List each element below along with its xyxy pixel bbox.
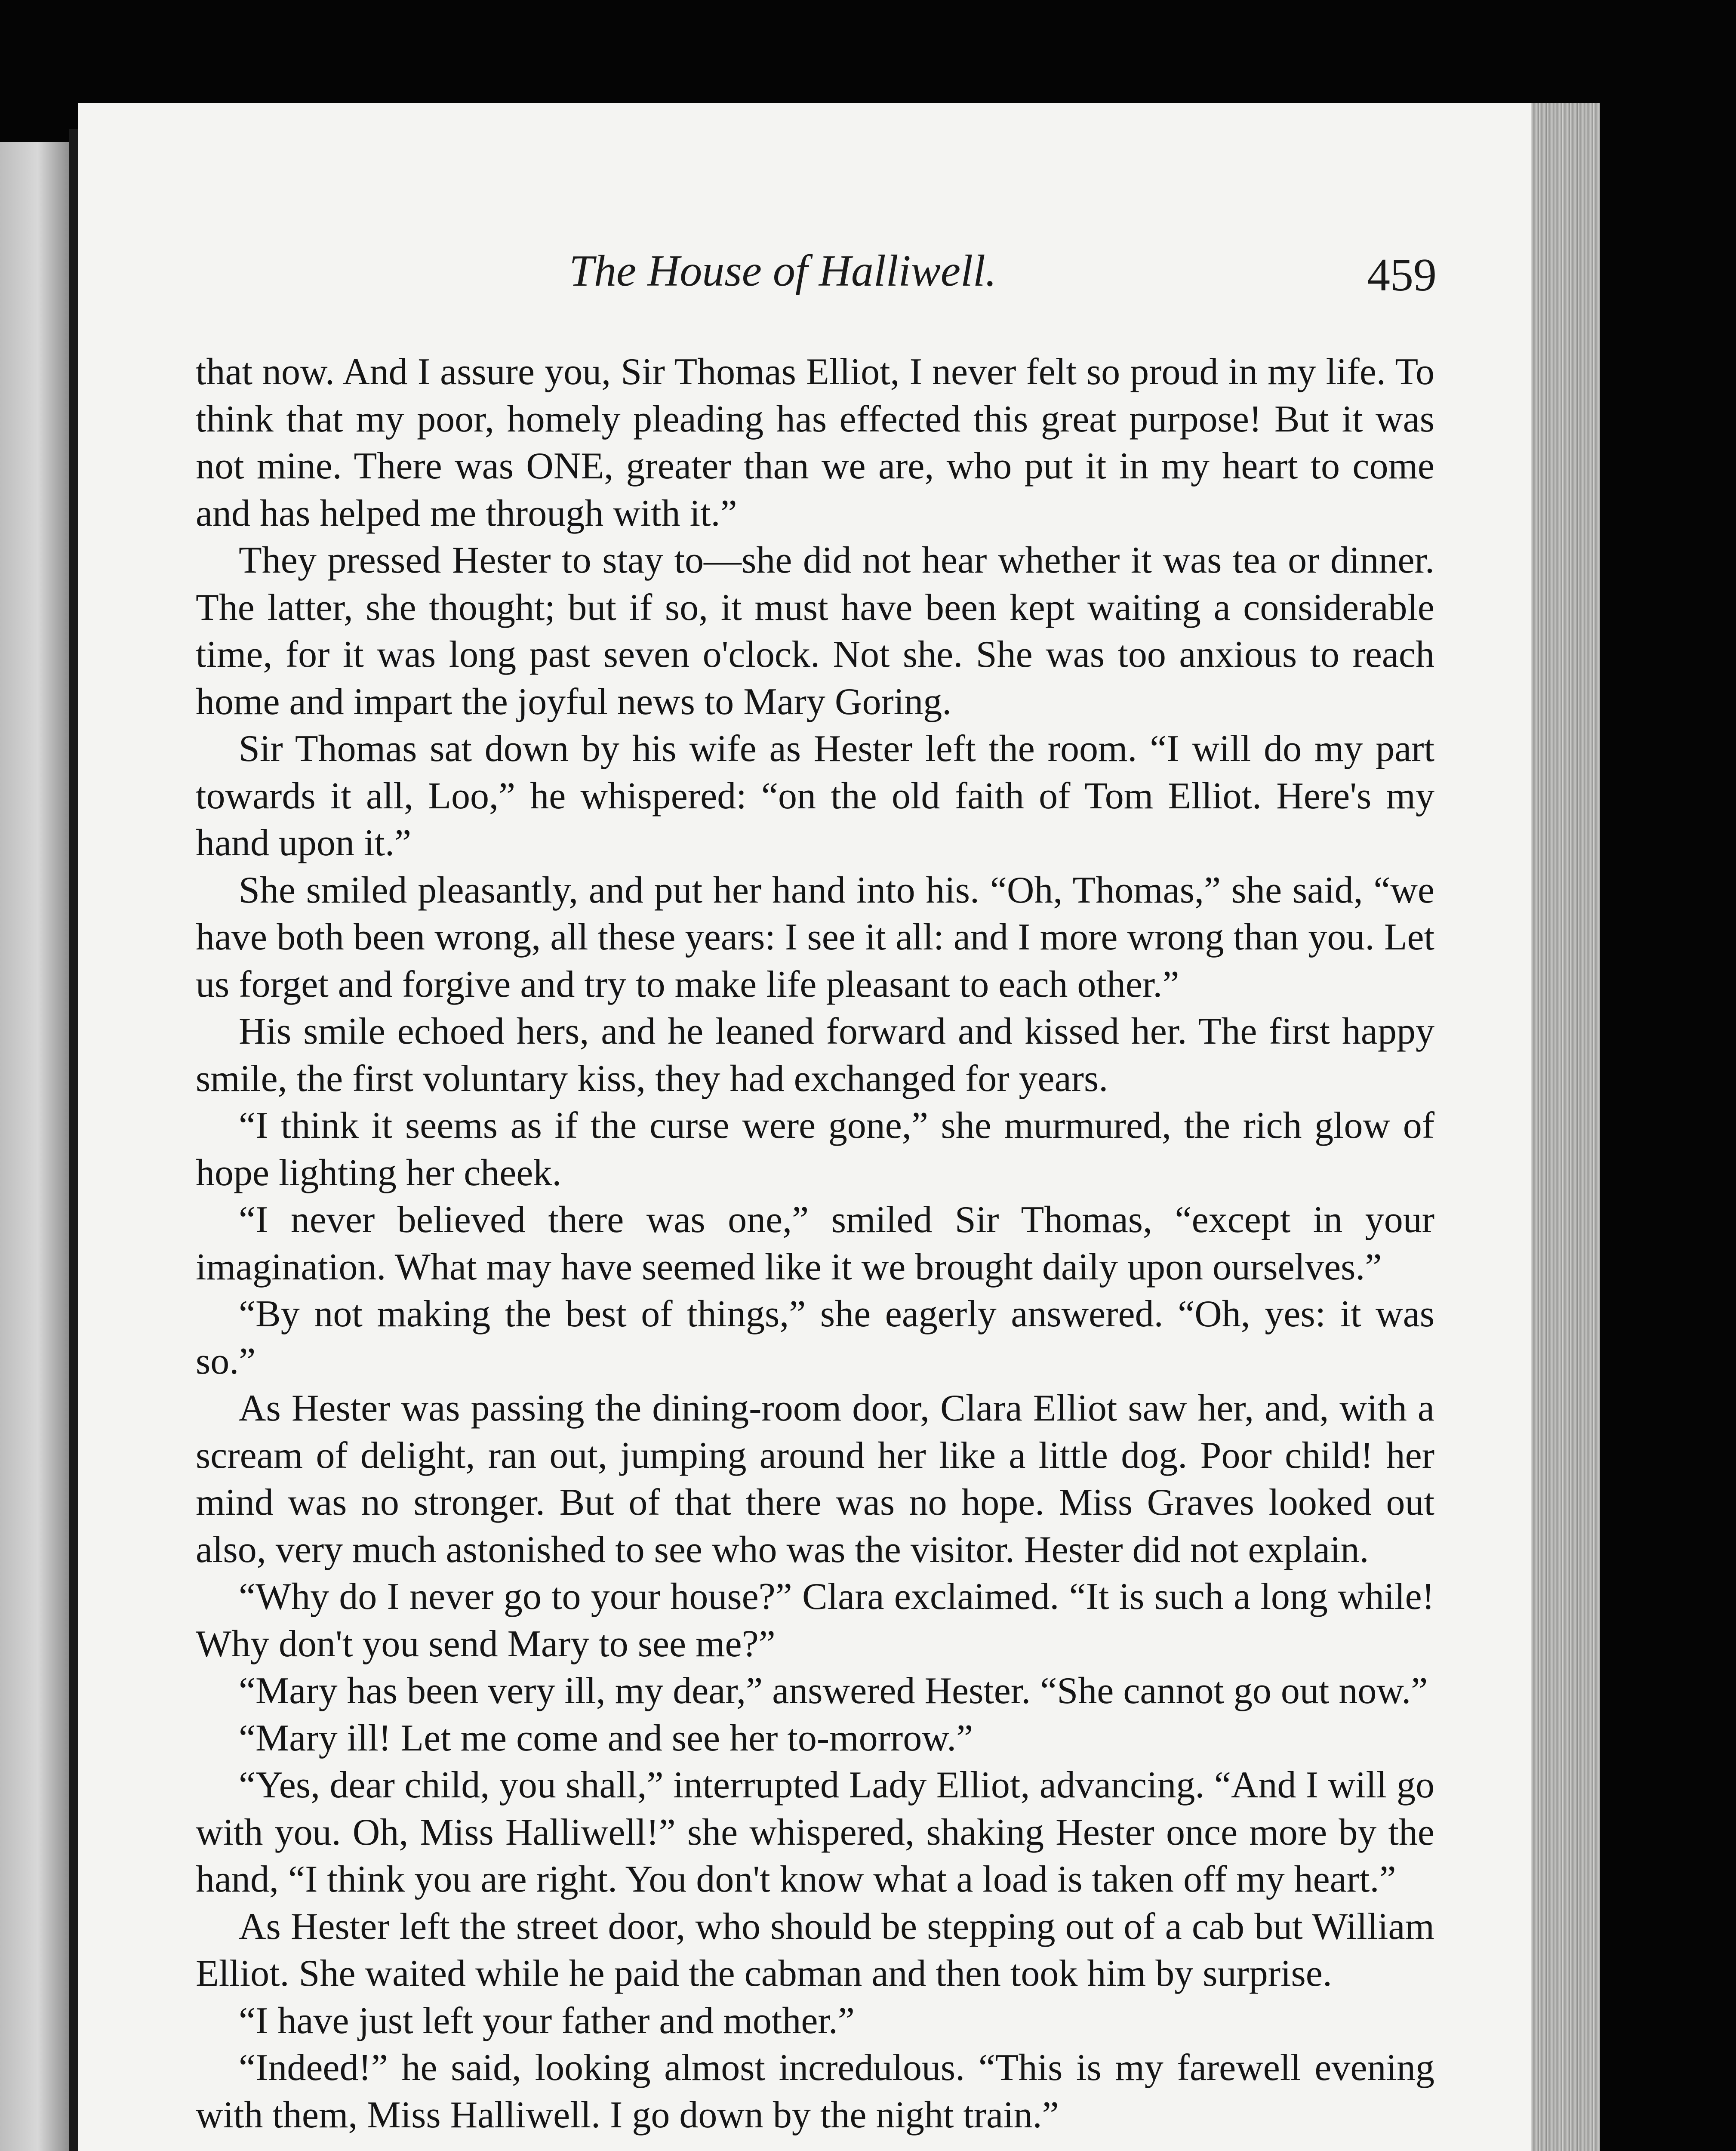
paragraph: As Hester was passing the dining-room door, Clara Elliot saw her, and, with a scream of delight, ran out, jumping around her like a little dog. Poor child! her mind was no stronger. But of that there was no hope. Miss Graves looked out also, very much astonished to see who was the visitor. Hester did not explain. <box>196 1387 1434 1571</box>
paragraph: “Yes, dear child, you shall,” interrupted Lady Elliot, advancing. “And I will go with you. Oh, Miss Halliwell!” she whispered, shaking Hester once more by the hand, “I think you are right. You don't know what a load is taken off my heart.” <box>196 1764 1434 1900</box>
page-stack-edge <box>1531 103 1600 2151</box>
paragraph: “I think it seems as if the curse were gone,” she murmured, the rich glow of hope lighting her cheek. <box>196 1105 1434 1194</box>
paragraph: “Mary ill! Let me come and see her to-morrow.” <box>239 1717 973 1759</box>
paragraph: “Mary has been very ill, my dear,” answered Hester. “She cannot go out now.” <box>239 1670 1428 1712</box>
facing-page-edge <box>0 142 69 2151</box>
paragraph: “Indeed!” he said, looking almost incredulous. “This is my farewell evening with them, Miss Halliwell. I go down by the night train.” <box>196 2047 1434 2136</box>
book-gutter <box>69 129 78 2151</box>
running-title: The House of Halliwell. <box>569 246 997 296</box>
paragraph: that now. And I assure you, Sir Thomas Elliot, I never felt so proud in my life. To think that my poor, homely pleading has effected this great purpose! But it was not mine. There was ONE, greater than we are, who put it in my heart to come and has helped me through with it.” <box>196 351 1434 534</box>
paragraph: “By not making the best of things,” she eagerly answered. “Oh, yes: it was so.” <box>196 1293 1434 1382</box>
paragraph: She smiled pleasantly, and put her hand into his. “Oh, Thomas,” she said, “we have both been wrong, all these years: I see it all: and I more wrong than you. Let us forget and forgive and try to make life pleasant to each other.” <box>196 869 1434 1005</box>
paragraph: His smile echoed hers, and he leaned forward and kissed her. The first happy smile, the first voluntary kiss, they had exchanged for years. <box>196 1011 1434 1100</box>
paragraph: “I have just left your father and mother.” <box>239 2000 855 2042</box>
page-number: 459 <box>1367 250 1437 301</box>
paragraph: They pressed Hester to stay to—she did not hear whether it was tea or dinner. The latter, she thought; but if so, it must have been kept waiting a considerable time, for it was long past seven o'clock. Not she. She was too anxious to reach home and impart the joyful news to Mary Goring. <box>196 539 1434 723</box>
paragraph: “Why do I never go to your house?” Clara exclaimed. “It is such a long while! Why don't you send Mary to see me?” <box>196 1576 1434 1665</box>
body-text <box>196 348 1434 2139</box>
paragraph: As Hester left the street door, who should be stepping out of a cab but William Elliot. She waited while he paid the cabman and then took him by surprise. <box>196 1905 1434 1994</box>
paragraph: “I never believed there was one,” smiled Sir Thomas, “except in your imagination. What may have seemed like it we brought daily upon ourselves.” <box>196 1199 1434 1288</box>
page-header <box>120 241 1445 310</box>
paragraph: Sir Thomas sat down by his wife as Hester left the room. “I will do my part towards it all, Loo,” he whispered: “on the old faith of Tom Elliot. Here's my hand upon it.” <box>196 728 1434 864</box>
